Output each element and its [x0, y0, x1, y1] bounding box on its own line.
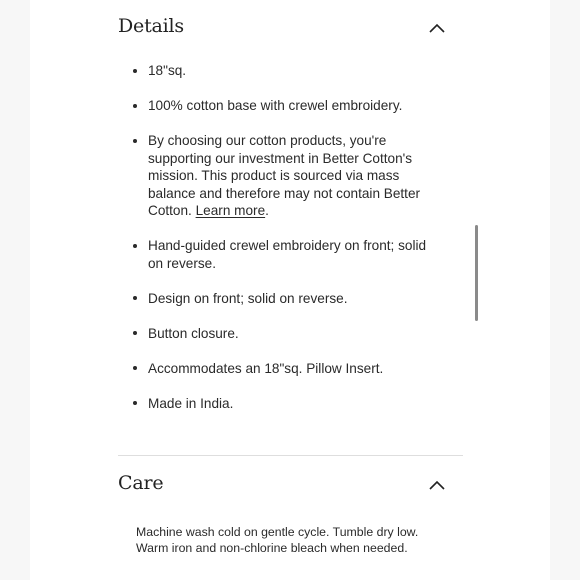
scrollbar-thumb[interactable]: [475, 225, 478, 321]
list-item-text: Button closure.: [148, 325, 239, 341]
list-item: [130, 325, 440, 343]
list-item: [130, 97, 440, 115]
list-item-text: 100% cotton base with crewel embroidery.: [148, 98, 403, 113]
details-section-title[interactable]: Details: [118, 15, 184, 37]
list-item-text-end: .: [265, 203, 269, 218]
chevron-up-icon[interactable]: [428, 22, 446, 34]
list-item: [130, 132, 440, 220]
list-item: [130, 62, 440, 80]
list-item-text: By choosing our cotton products, you're supporting our investment in Better Cotton's mission. This product is sourced via mass balance and therefore may not contain Better Cotton.: [148, 133, 421, 218]
care-section-title[interactable]: Care: [118, 472, 164, 494]
section-divider: [118, 455, 463, 456]
care-line: Machine wash cold on gentle cycle. Tumble dry low.: [136, 525, 419, 539]
list-item: [130, 395, 440, 413]
learn-more-link[interactable]: Learn more: [195, 203, 266, 218]
list-item-text: Accommodates an 18"sq. Pillow Insert.: [148, 360, 384, 376]
care-instructions: [136, 525, 446, 556]
list-item: [130, 290, 440, 308]
list-item: [130, 360, 440, 378]
care-line: Warm iron and non-chlorine bleach when needed.: [136, 540, 408, 555]
chevron-up-icon[interactable]: [428, 479, 446, 491]
list-item: [130, 237, 440, 272]
right-margin-shade: [550, 0, 580, 580]
list-item-text: Made in India.: [148, 395, 234, 411]
list-item-text: 18"sq.: [148, 63, 187, 78]
left-margin-shade: [0, 0, 30, 580]
list-item-text: Hand-guided crewel embroidery on front; solid on reverse.: [148, 238, 427, 271]
list-item-text: Design on front; solid on reverse.: [148, 290, 348, 306]
details-list: [130, 62, 440, 430]
